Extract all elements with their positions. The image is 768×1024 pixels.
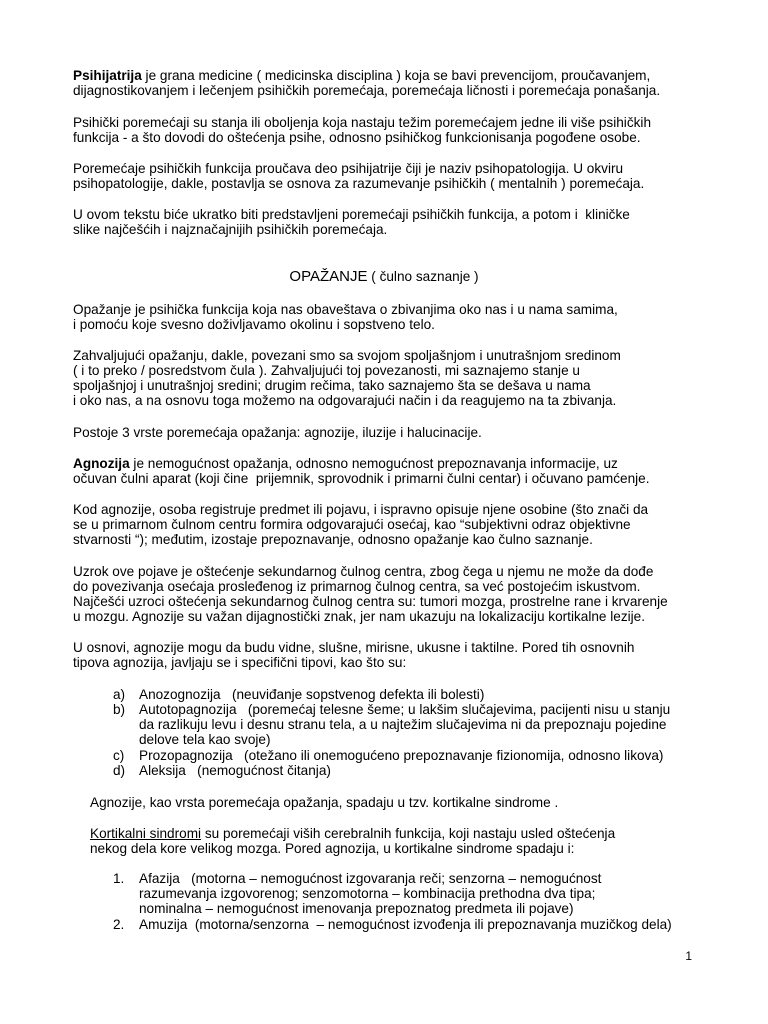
list-marker: 2. — [113, 917, 125, 932]
text-line: psihopatologije, dakle, postavlja se osnova za razumevanje psihičkih ( mentalnih ) poremećaja. — [73, 176, 645, 191]
text-line: i oko nas, a na osnovu toga možemo na odgovarajući način i da reagujemo na ta zbivanja. — [73, 393, 617, 408]
text-line: Uzrok ove pojave je oštećenje sekundarnog čulnog centra, zbog čega u njemu ne može da dođe — [73, 564, 654, 579]
list-marker: d) — [113, 763, 126, 778]
term-agnozija: Agnozija — [73, 456, 130, 471]
section-subtitle: ( čulno saznanje ) — [367, 269, 479, 284]
text-line: Kod agnozije, osoba registruje predmet ili pojavu, i ispravno opisuje njene osobine (što znači da — [73, 502, 649, 517]
text-line: se u primarnom čulnom centru formira odgovarajući osećaj, kao “subjektivni odraz objektivne — [73, 517, 631, 532]
text-line: do povezivanja osećaja prosleđenog iz primarnog čulnog centra, sa već postojećim iskustvom. — [73, 579, 641, 594]
list-item-continuation: delove tela kao svoje) — [139, 732, 271, 747]
list-marker: b) — [113, 702, 126, 717]
text-line: Opažanje je psihička funkcija koja nas obaveštava o zbivanjima oko nas i u nama samima, — [73, 302, 618, 317]
text-line: Psihički poremećaji su stanja ili oboljenja koja nastaju težim poremećajem jedne ili više psihičkih — [73, 115, 652, 130]
text: je grana medicine ( medicinska disciplina ) koja se bavi prevencijom, proučavanjem, — [141, 68, 651, 83]
text: je nemogućnost opažanja, odnosno nemogućnost prepoznavanja informacije, uz — [129, 456, 618, 471]
text-line: i pomoću koje svesno doživljavamo okolinu i sopstveno telo. — [73, 317, 435, 332]
text-line: Najčešći uzroci oštećenja sekundarnog čulnog centra su: tumori mozga, prostrelne rane i krvarenje — [73, 594, 668, 609]
text-line: nekog dela kore velikog mozga. Pored agnozija, u kortikalne sindrome spadaju i: — [90, 841, 575, 856]
list-marker: c) — [113, 748, 125, 763]
list-marker: 1. — [113, 871, 125, 886]
list-item: Afazija (motorna – nemogućnost izgovaranja reči; senzorna – nemogućnost — [139, 871, 602, 886]
text-line: očuvan čulni aparat (koji čine prijemnik, sprovodnik i primarni čulni centar) i očuvano pamćenje. — [73, 471, 650, 486]
list-marker: a) — [113, 687, 126, 702]
text-line: spoljašnjoj i unutrašnjoj sredini; drugim rečima, tako saznajemo šta se dešava u nama — [73, 378, 591, 393]
list-item-continuation: razumevanja izgovorenog; senzomotorna – kombinacija prethodna dva tipa; — [139, 886, 596, 901]
text-line: u mozgu. Agnozije su važan dijagnostički znak, jer nam ukazuju na lokalizaciju kortikalne lezije. — [73, 609, 645, 624]
text-line: U ovom tekstu biće ukratko biti predstavljeni poremećaji psihičkih funkcija, a potom i kliničke — [73, 207, 630, 222]
list-item-continuation: da razlikuju levu i desnu stranu tela, a u najtežim slučajevima ni da prepoznaju pojedine — [139, 717, 667, 732]
text-line: tipova agnozija, javljaju se i specifični tipovi, kao što su: — [73, 655, 407, 670]
paragraph-psihijatrija — [73, 68, 650, 83]
list-item: Amuzija (motorna/senzorna – nemogućnost izvođenja ili prepoznavanja muzičkog dela) — [139, 917, 672, 932]
text-line: Zahvaljujući opažanju, dakle, povezani smo sa svojom spoljašnjom i unutrašnjom sredinom — [73, 348, 621, 363]
term-psihijatrija: Psihijatrija — [73, 68, 142, 83]
text-line: Poremećaje psihičkih funkcija proučava deo psihijatrije čiji je naziv psihopatologija. U okviru — [73, 161, 624, 176]
text-line: U osnovi, agnozije mogu da budu vidne, slušne, mirisne, ukusne i taktilne. Pored tih osnovnih — [73, 640, 635, 655]
text-line: Agnozije, kao vrsta poremećaja opažanja, spadaju u tzv. kortikalne sindrome . — [90, 795, 559, 810]
term-kortikalni-sindromi: Kortikalni sindromi — [90, 826, 202, 841]
text-line: ( i to preko / posredstvom čula ). Zahvaljujući toj povezanosti, mi saznajemo stanje u — [73, 363, 580, 378]
list-item-continuation: nominalna – nemogućnost imenovanja prepoznatog predmeta ili pojave) — [139, 901, 574, 916]
list-item: Autotopagnozija (poremećaj telesne šeme; u lakšim slučajevima, pacijenti nisu u stanju — [139, 702, 671, 717]
text-line: dijagnostikovanjem i lečenjem psihičkih poremećaja, poremećaja ličnosti i poremećaja ponašanja. — [73, 83, 661, 98]
section-title: OPAŽANJE — [289, 268, 368, 285]
page-number: 1 — [685, 949, 692, 963]
text-line: slike najčešćih i najznačajnijih psihičkih poremećaja. — [73, 222, 388, 237]
paragraph-agnozija — [73, 456, 618, 471]
list-item: Prozopagnozija (otežano ili onemogućeno prepoznavanje fizionomija, odnosno likova) — [139, 748, 664, 763]
text-line: Postoje 3 vrste poremećaja opažanja: agnozije, iluzije i halucinacije. — [73, 425, 482, 440]
list-item: Anozognozija (neuviđanje sopstvenog defekta ili bolesti) — [139, 687, 485, 702]
list-item: Aleksija (nemogućnost čitanja) — [139, 763, 331, 778]
text-line: stvarnosti “); međutim, izostaje prepoznavanje, odnosno opažanje kao čulno saznanje. — [73, 532, 593, 547]
text-line: funkcija - a što dovodi do oštećenja psihe, odnosno psihičkog funkcionisanja pogođene osobe. — [73, 130, 641, 145]
text: su poremećaji viših cerebralnih funkcija, koji nastaju usled oštećenja — [201, 826, 616, 841]
section-heading — [0, 268, 768, 285]
paragraph-kortikalni — [90, 826, 615, 841]
